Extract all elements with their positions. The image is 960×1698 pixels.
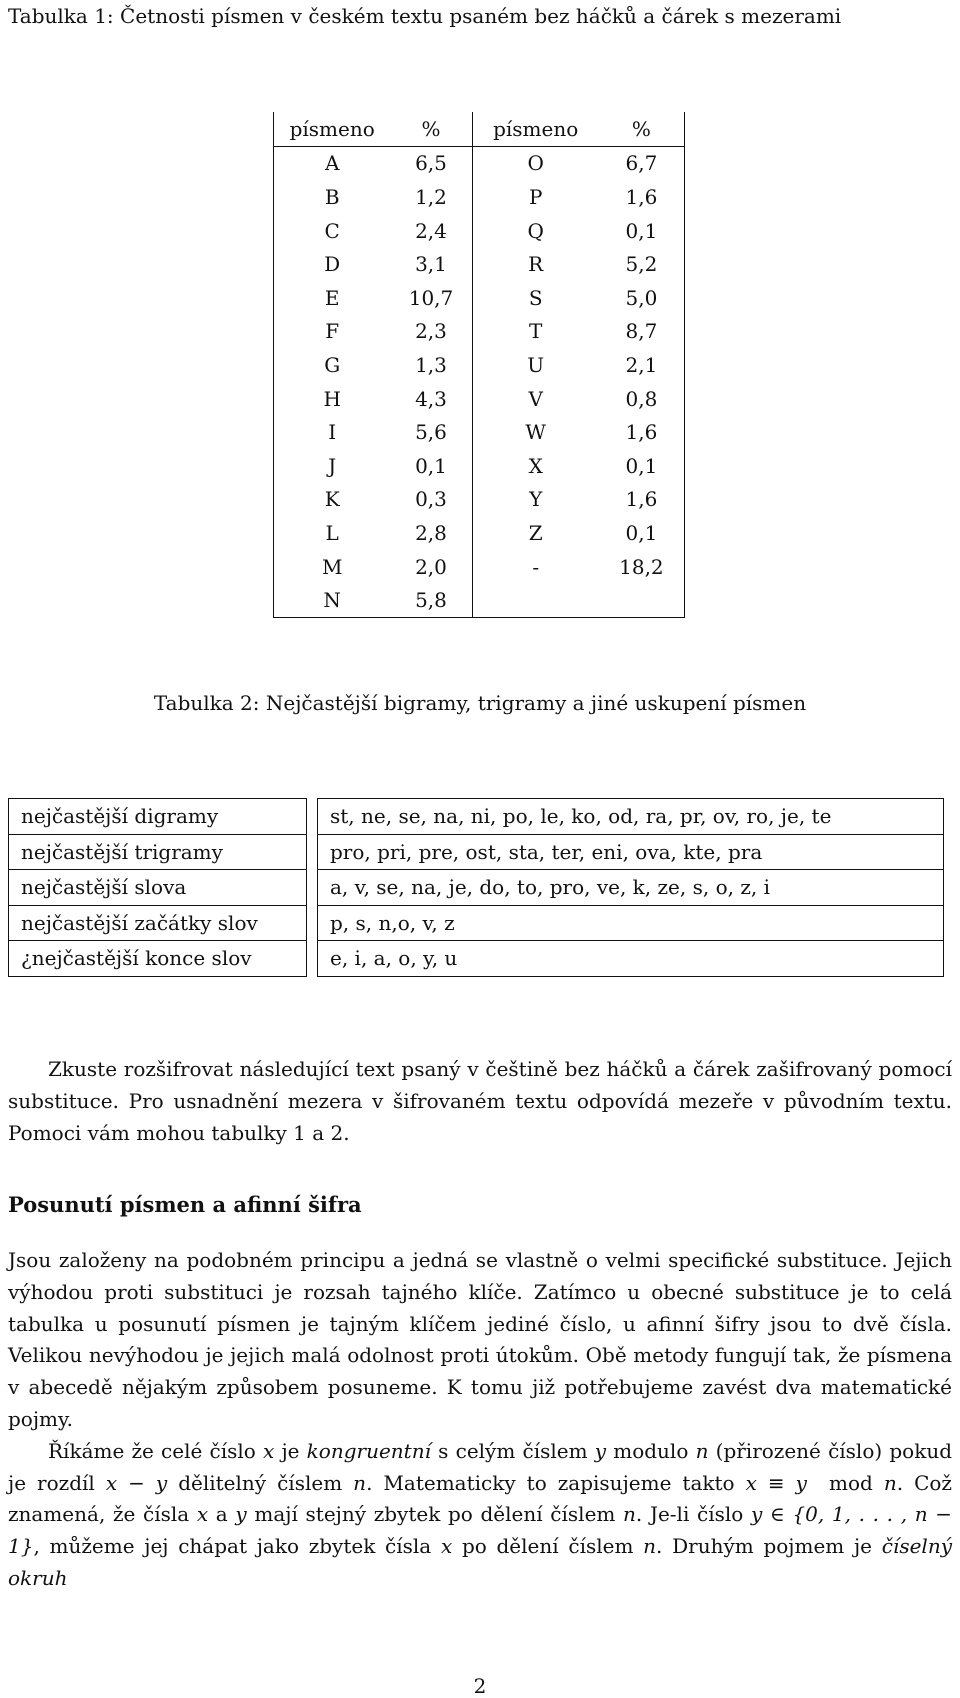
cell: 5,6 (390, 415, 472, 449)
cell: K (274, 483, 391, 517)
text: . Je-li číslo (635, 1502, 751, 1527)
math-var-x: x (196, 1502, 209, 1527)
cell: - (532, 554, 540, 579)
column-gap (307, 834, 318, 870)
cell: 5,0 (599, 281, 685, 315)
header-letter: písmeno (472, 112, 599, 146)
cell: 1,6 (599, 483, 685, 517)
paragraph-congruence (8, 1436, 952, 1595)
table-row (9, 941, 944, 977)
table-row (9, 905, 944, 941)
cell: L (274, 516, 391, 550)
table-row (274, 281, 685, 315)
cell: M (274, 550, 391, 584)
text: je (274, 1438, 307, 1463)
row-value: a, v, se, na, je, do, to, pro, ve, k, ze, s, o, z, i (318, 870, 944, 906)
cell: 1,6 (599, 180, 685, 214)
cell: 3,1 (390, 247, 472, 281)
text: a (208, 1502, 236, 1527)
row-value: pro, pri, pre, ost, sta, ter, eni, ova, kte, pra (318, 834, 944, 870)
cell (599, 583, 685, 617)
cell: O (527, 151, 544, 176)
cell: Y (529, 487, 543, 512)
table-row (274, 583, 685, 617)
text: . Matematicky to zapisujeme takto (366, 1470, 746, 1495)
table-row (274, 247, 685, 281)
cell: C (274, 214, 391, 248)
cell: 0,3 (390, 483, 472, 517)
table-row (274, 146, 685, 180)
paragraph-substitution: Jsou založeny na podobném principu a jedná se vlastně o velmi specifické substituce. Jejich výhodou proti substituci je rozsah tajného klíče. Zatímco u obecné substituce je to celá tabulka u posunutí písmen je tajným klíčem jediné číslo, u afinní šifry jsou to dvě čísla. Velikou nevýhodou je jejich malá odolnost proti útokům. Obě metody fungují tak, že písmena v abecedě nějakým způsobem posuneme. K tomu již potřebujeme zavést dva matematické pojmy. (8, 1248, 952, 1431)
row-value: e, i, a, o, y, u (318, 941, 944, 977)
table-row (274, 449, 685, 483)
cell: N (274, 583, 391, 617)
table-row (274, 315, 685, 349)
cell: 0,1 (599, 516, 685, 550)
cell: S (528, 285, 543, 310)
cell: 0,1 (599, 214, 685, 248)
table2-caption: Tabulka 2: Nejčastější bigramy, trigramy a jiné uskupení písmen (153, 691, 807, 715)
math-var-y: y (594, 1438, 607, 1463)
cell: 0,1 (390, 449, 472, 483)
text: Říkáme že celé číslo (48, 1438, 263, 1463)
column-gap (307, 941, 318, 977)
math-var-y: y (235, 1502, 247, 1527)
math-var-n: n (643, 1534, 657, 1559)
math-var-n: n (353, 1470, 367, 1495)
row-label: nejčastější slova (9, 870, 307, 906)
row-label: ¿nejčastější konce slov (9, 941, 307, 977)
table-row (274, 550, 685, 584)
header-percent: % (599, 112, 685, 146)
cell: Q (527, 218, 544, 243)
text: . Což znamená, že čísla (8, 1470, 952, 1527)
cell: Z (528, 520, 543, 545)
table-row (9, 834, 944, 870)
text: dělitelný číslem (167, 1470, 354, 1495)
cell: 18,2 (599, 550, 685, 584)
table-row (274, 483, 685, 517)
text: , můžeme jej chápat jako zbytek čísla (33, 1534, 441, 1559)
cell: P (528, 184, 543, 209)
math-expression: x ≡ y (745, 1470, 807, 1495)
cell: 5,8 (390, 583, 472, 617)
cell: J (274, 449, 391, 483)
cell: G (274, 348, 391, 382)
text: mod (806, 1470, 884, 1495)
term-number-ring: číselný okruh (8, 1534, 953, 1590)
table-row (9, 799, 944, 835)
column-gap (307, 905, 318, 941)
term-congruent: kongruentní (306, 1438, 431, 1463)
cell: 8,7 (599, 315, 685, 349)
column-gap (307, 799, 318, 835)
table1-caption: Tabulka 1: Četnosti písmen v českém textu psaném bez háčků a čárek s mezerami (8, 4, 842, 28)
header-percent: % (390, 112, 472, 146)
row-label: nejčastější digramy (9, 799, 307, 835)
section-heading: Posunutí písmen a afinní šifra (8, 1192, 362, 1217)
math-var-x: x (440, 1534, 453, 1559)
math-var-n: n (883, 1470, 897, 1495)
row-value: st, ne, se, na, ni, po, le, ko, od, ra, pr, ov, ro, je, te (318, 799, 944, 835)
text: mají stejný zbytek po dělení číslem (246, 1502, 624, 1527)
intro-paragraph: Zkuste rozšifrovat následující text psaný v češtině bez háčků a čárek zašifrovaný pomocí substituce. Pro usnadnění mezera v šifrovaném textu odpovídá mezeře v původním textu. Pomoci vám mohou tabulky 1 a 2. (8, 1057, 952, 1145)
math-expression: y ∈ {0, 1, . . . , n − 1} (8, 1502, 953, 1559)
cell: B (274, 180, 391, 214)
cell: 10,7 (390, 281, 472, 315)
cell: 2,8 (390, 516, 472, 550)
cell: I (274, 415, 391, 449)
cell: 2,0 (390, 550, 472, 584)
cell: F (274, 315, 391, 349)
page-number: 2 (473, 1674, 487, 1698)
section-body (8, 1245, 952, 1595)
row-label: nejčastější trigramy (9, 834, 307, 870)
cell (472, 583, 599, 617)
header-letter: písmeno (274, 112, 391, 146)
cell: 0,8 (599, 382, 685, 416)
text: (přirozené číslo) pokud je rozdíl (8, 1438, 953, 1495)
math-var-n: n (623, 1502, 636, 1527)
text: . Druhým pojmem je (656, 1534, 882, 1559)
table-row (274, 214, 685, 248)
cell: 4,3 (390, 382, 472, 416)
letter-frequency-table (273, 112, 685, 618)
row-label: nejčastější začátky slov (9, 905, 307, 941)
row-value: p, s, n,o, v, z (318, 905, 944, 941)
table-row (274, 180, 685, 214)
table-row (274, 382, 685, 416)
cell: 2,4 (390, 214, 472, 248)
cell: 5,2 (599, 247, 685, 281)
cell: X (528, 453, 543, 478)
cell: H (274, 382, 391, 416)
table-row (9, 870, 944, 906)
math-expression: x − y (105, 1470, 168, 1495)
cell: 6,5 (390, 146, 472, 180)
cell: 1,6 (599, 415, 685, 449)
cell: 2,3 (390, 315, 472, 349)
cell: T (529, 319, 543, 344)
ngram-table (8, 798, 944, 977)
cell: E (274, 281, 391, 315)
table-header-row (274, 112, 685, 146)
text: po dělení číslem (452, 1534, 644, 1559)
cell: U (527, 352, 545, 377)
math-var-n: n (695, 1438, 709, 1463)
cell: 1,2 (390, 180, 472, 214)
table-row (274, 415, 685, 449)
cell: D (274, 247, 391, 281)
cell: 1,3 (390, 348, 472, 382)
cell: A (274, 146, 391, 180)
text: s celým číslem (431, 1438, 595, 1463)
cell: V (528, 386, 543, 411)
column-gap (307, 870, 318, 906)
math-var-x: x (262, 1438, 275, 1463)
cell: R (528, 252, 544, 277)
text: modulo (606, 1438, 696, 1463)
cell: 0,1 (599, 449, 685, 483)
cell: W (525, 420, 546, 445)
table-row (274, 348, 685, 382)
cell: 2,1 (599, 348, 685, 382)
table-row (274, 516, 685, 550)
cell: 6,7 (599, 146, 685, 180)
